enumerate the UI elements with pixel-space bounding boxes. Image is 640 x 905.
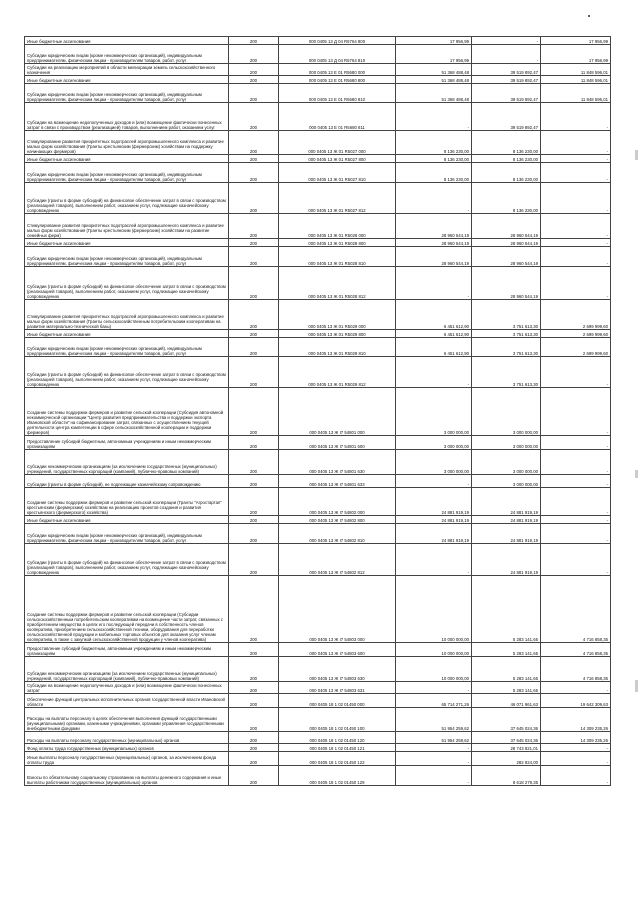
row-approved-amount-cell: - — [396, 766, 472, 786]
row-unexecuted-amount-cell: - — [541, 131, 611, 155]
row-executed-amount-cell: 39 519 892,47 — [472, 76, 541, 84]
row-approved-amount-cell: 51 954 259,62 — [396, 732, 472, 744]
table-row — [25, 155, 611, 163]
scan-edge-mark — [635, 150, 638, 160]
row-executed-amount-cell: 8 136 230,00 — [472, 155, 541, 163]
row-name-cell: Иные выплаты персоналу государственных (муниципальных) органов, за исключением фонда оплаты труда — [25, 752, 229, 766]
row-executed-amount-cell: 24 881 919,19 — [472, 524, 541, 544]
row-classification-code-cell: 000 0405 13 Ж I7 54801 630 — [279, 450, 396, 475]
row-unexecuted-amount-cell: 17 956,99 — [541, 37, 611, 45]
row-executed-amount-cell: 3 751 613,30 — [472, 357, 541, 388]
row-code-cell: 200 — [229, 388, 279, 436]
table-row — [25, 576, 611, 643]
row-executed-amount-cell: 8 136 230,00 — [472, 183, 541, 214]
row-unexecuted-amount-cell: - — [541, 436, 611, 450]
row-code-cell: 200 — [229, 37, 279, 45]
row-code-cell: 200 — [229, 744, 279, 752]
row-approved-amount-cell: 3 000 000,00 — [396, 450, 472, 475]
row-code-cell: 200 — [229, 436, 279, 450]
row-code-cell: 200 — [229, 544, 279, 576]
row-code-cell: 200 — [229, 766, 279, 786]
row-name-cell: Предоставление субсидий бюджетным, автономным учреждениям и иным некоммерческим организациям — [25, 643, 229, 657]
row-executed-amount-cell: 37 645 024,36 — [472, 708, 541, 732]
row-executed-amount-cell: 3 751 613,30 — [472, 300, 541, 330]
row-classification-code-cell: 000 0405 18 1 02 01450 122 — [279, 752, 396, 766]
table-row — [25, 330, 611, 338]
row-executed-amount-cell: 3 000 000,00 — [472, 388, 541, 436]
row-executed-amount-cell: 37 645 024,36 — [472, 732, 541, 744]
row-name-cell: Субсидии на возмещение недополученных доходов и (или) возмещение фактически понесенных затрат — [25, 682, 229, 694]
row-executed-amount-cell: 28 960 544,19 — [472, 267, 541, 300]
row-classification-code-cell: 000 0405 13 Ж 01 R5028 812 — [279, 267, 396, 300]
row-unexecuted-amount-cell: - — [541, 214, 611, 239]
row-approved-amount-cell: 8 136 230,00 — [396, 155, 472, 163]
table-row — [25, 76, 611, 84]
row-code-cell: 200 — [229, 155, 279, 163]
table-row — [25, 752, 611, 766]
row-name-cell: Предоставление субсидий бюджетным, автономным учреждениям и иным некоммерческим организациям — [25, 436, 229, 450]
row-approved-amount-cell: 51 954 259,62 — [396, 708, 472, 732]
row-name-cell: Субсидии юридическим лицам (кроме некоммерческих организаций), индивидуальным предпринимателям, физическим лицам - производителям товаров, работ, услуг — [25, 84, 229, 103]
row-code-cell: 200 — [229, 300, 279, 330]
row-approved-amount-cell: - — [396, 475, 472, 488]
row-name-cell: Субсидии (гранты в форме субсидий) на финансовое обеспечение затрат в связи с производством (реализацией товаров), выполнением работ, оказанием услуг, подлежащие казначейскому сопровождению — [25, 544, 229, 576]
table-row — [25, 732, 611, 744]
row-unexecuted-amount-cell: - — [541, 267, 611, 300]
row-classification-code-cell: 000 0405 13 Ж I7 54802 810 — [279, 524, 396, 544]
row-approved-amount-cell: 6 451 612,90 — [396, 300, 472, 330]
row-name-cell: Субсидии юридическим лицам (кроме некоммерческих организаций), индивидуальным предпринимателям, физическим лицам - производителям товаров, работ, услуг — [25, 247, 229, 267]
row-unexecuted-amount-cell: - — [541, 524, 611, 544]
scan-edge-mark — [635, 470, 638, 478]
row-approved-amount-cell: - — [396, 544, 472, 576]
row-name-cell: Расходы на выплаты персоналу в целях обеспечения выполнения функций государственными (муниципальными) органами, казенными учреждениями, органами управления государственными внебюджетными фондами — [25, 708, 229, 732]
table-body — [25, 37, 611, 786]
row-approved-amount-cell: 6 451 612,90 — [396, 338, 472, 357]
table-row — [25, 544, 611, 576]
row-name-cell: Взносы по обязательному социальному страхованию на выплаты денежного содержания и иные выплаты работникам государственных (муниципальных) органов — [25, 766, 229, 786]
row-classification-code-cell: 000 0405 13 Ж 01 R5029 810 — [279, 338, 396, 357]
row-approved-amount-cell: 28 960 544,19 — [396, 247, 472, 267]
row-approved-amount-cell: - — [396, 267, 472, 300]
scan-edge-mark — [635, 680, 638, 692]
row-approved-amount-cell: 65 714 271,26 — [396, 694, 472, 708]
row-name-cell: Иные бюджетные ассигнования — [25, 76, 229, 84]
table-row — [25, 643, 611, 657]
row-code-cell: 200 — [229, 643, 279, 657]
row-code-cell: 200 — [229, 214, 279, 239]
row-name-cell: Расходы на выплаты персоналу государственных (муниципальных) органов — [25, 732, 229, 744]
row-unexecuted-amount-cell: 17 956,99 — [541, 45, 611, 64]
row-name-cell: Субсидии (гранты в форме субсидий) на финансовое обеспечение затрат в связи с производством (реализацией товаров), выполнением работ, оказанием услуг, подлежащие казначейскому сопровождению — [25, 357, 229, 388]
row-approved-amount-cell: - — [396, 183, 472, 214]
row-unexecuted-amount-cell: - — [541, 103, 611, 131]
row-executed-amount-cell: 28 743 821,01 — [472, 744, 541, 752]
row-unexecuted-amount-cell: - — [541, 450, 611, 475]
row-unexecuted-amount-cell: 2 699 999,60 — [541, 300, 611, 330]
table-row — [25, 357, 611, 388]
row-approved-amount-cell: 8 136 230,00 — [396, 131, 472, 155]
row-unexecuted-amount-cell: 11 848 596,01 — [541, 84, 611, 103]
row-approved-amount-cell: 28 960 544,19 — [396, 214, 472, 239]
row-executed-amount-cell: 24 881 919,19 — [472, 544, 541, 576]
row-approved-amount-cell: 6 451 612,90 — [396, 330, 472, 338]
row-code-cell: 200 — [229, 64, 279, 76]
row-unexecuted-amount-cell: - — [541, 247, 611, 267]
row-unexecuted-amount-cell: 2 699 999,60 — [541, 330, 611, 338]
row-unexecuted-amount-cell: 11 848 596,01 — [541, 64, 611, 76]
row-executed-amount-cell: 3 000 000,00 — [472, 436, 541, 450]
row-code-cell: 200 — [229, 183, 279, 214]
row-classification-code-cell: 000 0405 18 1 02 01450 121 — [279, 744, 396, 752]
table-row — [25, 45, 611, 64]
row-executed-amount-cell: 3 000 000,00 — [472, 475, 541, 488]
row-unexecuted-amount-cell: 4 716 858,35 — [541, 657, 611, 682]
table-row — [25, 37, 611, 45]
row-approved-amount-cell: 10 000 000,00 — [396, 657, 472, 682]
row-approved-amount-cell: 8 136 230,00 — [396, 163, 472, 183]
table-row — [25, 267, 611, 300]
row-unexecuted-amount-cell: - — [541, 357, 611, 388]
table-row — [25, 694, 611, 708]
row-code-cell: 200 — [229, 576, 279, 643]
row-executed-amount-cell: 28 960 544,19 — [472, 214, 541, 239]
row-classification-code-cell: 000 0405 18 1 02 01450 129 — [279, 766, 396, 786]
row-approved-amount-cell: 51 368 488,48 — [396, 76, 472, 84]
row-unexecuted-amount-cell: - — [541, 682, 611, 694]
table-row — [25, 766, 611, 786]
row-classification-code-cell: 000 0405 13 Д 04 R5764 800 — [279, 37, 396, 45]
row-classification-code-cell: 000 0405 13 Д 04 R5764 810 — [279, 45, 396, 64]
row-classification-code-cell: 000 0405 13 Ж I7 54803 000 — [279, 576, 396, 643]
row-classification-code-cell: 000 0405 18 1 02 01450 120 — [279, 732, 396, 744]
table-row — [25, 657, 611, 682]
row-approved-amount-cell: 24 881 919,19 — [396, 524, 472, 544]
row-code-cell: 200 — [229, 732, 279, 744]
row-unexecuted-amount-cell: - — [541, 183, 611, 214]
row-name-cell: Субсидии (гранты в форме субсидий) на финансовое обеспечение затрат в связи с производством (реализацией товаров), выполнением работ, оказанием услуг, подлежащие казначейскому сопровождению — [25, 183, 229, 214]
row-name-cell: Иные бюджетные ассигнования — [25, 37, 229, 45]
row-unexecuted-amount-cell: - — [541, 766, 611, 786]
row-executed-amount-cell: 3 751 613,30 — [472, 338, 541, 357]
row-name-cell: Иные бюджетные ассигнования — [25, 516, 229, 524]
row-executed-amount-cell: 5 283 141,65 — [472, 657, 541, 682]
row-code-cell: 200 — [229, 239, 279, 247]
row-executed-amount-cell: 46 071 961,63 — [472, 694, 541, 708]
row-executed-amount-cell: 3 751 613,30 — [472, 330, 541, 338]
row-approved-amount-cell: 3 000 000,00 — [396, 388, 472, 436]
row-code-cell: 200 — [229, 657, 279, 682]
row-unexecuted-amount-cell: - — [541, 488, 611, 516]
table-row — [25, 103, 611, 131]
row-code-cell: 200 — [229, 516, 279, 524]
table-row — [25, 300, 611, 330]
row-classification-code-cell: 000 0405 13 Ж 01 R5029 000 — [279, 300, 396, 330]
row-code-cell: 200 — [229, 76, 279, 84]
row-approved-amount-cell: 10 000 000,00 — [396, 576, 472, 643]
table-row — [25, 450, 611, 475]
row-classification-code-cell: 000 0405 13 Ж I7 54802 800 — [279, 516, 396, 524]
row-name-cell: Создание системы поддержки фермеров и развитие сельской кооперации (Субсидия автономной некоммерческой организации "Центр развития предпринимательства и поддержки экспорта Ивановской области" на софинансирование затрат, связанных с осуществлением текущей деятельности центра компетенции в сфере сельскохозяйственной кооперации и поддержки фермеров) — [25, 388, 229, 436]
row-classification-code-cell: 000 0405 13 Ж I7 54801 000 — [279, 388, 396, 436]
row-classification-code-cell: 000 0405 13 Ж I7 54803 631 — [279, 682, 396, 694]
row-classification-code-cell: 000 0405 13 Е 01 R5680 000 — [279, 64, 396, 76]
row-name-cell: Обеспечение функций центральных исполнительных органов государственной власти Ивановской области — [25, 694, 229, 708]
row-name-cell: Стимулирование развития приоритетных подотраслей агропромышленного комплекса и развитие малых форм хозяйствования (Гранты крестьянским (фермерским) хозяйствам на развитие семейных ферм) — [25, 214, 229, 239]
row-name-cell: Субсидии на возмещение недополученных доходов и (или) возмещение фактически понесенных затрат в связи с производством (реализацией) товаров, выполнением работ, оказанием услуг — [25, 103, 229, 131]
row-approved-amount-cell: 24 881 919,19 — [396, 488, 472, 516]
row-code-cell: 200 — [229, 84, 279, 103]
row-code-cell: 200 — [229, 131, 279, 155]
row-code-cell: 200 — [229, 45, 279, 64]
row-classification-code-cell: 000 0405 13 Е 01 R5680 800 — [279, 76, 396, 84]
row-unexecuted-amount-cell: 11 848 596,01 — [541, 76, 611, 84]
table-row — [25, 524, 611, 544]
row-executed-amount-cell: 39 519 892,47 — [472, 103, 541, 131]
row-unexecuted-amount-cell: 2 699 999,60 — [541, 338, 611, 357]
row-executed-amount-cell: 8 136 230,00 — [472, 163, 541, 183]
row-executed-amount-cell: 5 283 141,65 — [472, 576, 541, 643]
row-code-cell: 200 — [229, 247, 279, 267]
row-executed-amount-cell: 24 881 919,19 — [472, 516, 541, 524]
row-code-cell: 200 — [229, 338, 279, 357]
scan-mark — [588, 15, 590, 17]
row-executed-amount-cell: - — [472, 37, 541, 45]
table-row — [25, 163, 611, 183]
row-executed-amount-cell: 39 519 892,47 — [472, 64, 541, 76]
row-name-cell: Субсидии юридическим лицам (кроме некоммерческих организаций), индивидуальным предпринимателям, физическим лицам - производителям товаров, работ, услуг — [25, 338, 229, 357]
row-name-cell: Субсидии юридическим лицам (кроме некоммерческих организаций), индивидуальным предпринимателям, физическим лицам - производителям товаров, работ, услуг — [25, 163, 229, 183]
row-name-cell: Создание системы поддержки фермеров и развитие сельской кооперации (Субсидии сельскохозяйственным потребительским кооперативам на возмещение части затрат, связанных с приобретением имущества в целях его последующей передачи в собственность членов кооператива, приобретением сельскохозяйственной техники, оборудования для переработки сельскохозяйственной продукции и мобильных торговых объектов для оказания услуг членам кооператива, в также с закупкой сельскохозяйственной продукции у членов кооператива) — [25, 576, 229, 643]
row-classification-code-cell: 000 0405 13 Ж I7 54801 633 — [279, 475, 396, 488]
table-row — [25, 214, 611, 239]
row-classification-code-cell: 000 0405 13 Ж 01 R5029 800 — [279, 330, 396, 338]
row-approved-amount-cell: - — [396, 744, 472, 752]
row-classification-code-cell: 000 0405 13 Ж I7 54801 600 — [279, 436, 396, 450]
row-approved-amount-cell: - — [396, 682, 472, 694]
row-classification-code-cell: 000 0405 13 Ж I7 54803 630 — [279, 657, 396, 682]
row-name-cell: Субсидии на реализацию мероприятий в области мелиорации земель сельскохозяйственного назначения — [25, 64, 229, 76]
row-executed-amount-cell: 24 881 919,19 — [472, 488, 541, 516]
row-code-cell: 200 — [229, 524, 279, 544]
table-row — [25, 475, 611, 488]
table-row — [25, 247, 611, 267]
row-code-cell: 200 — [229, 357, 279, 388]
row-name-cell: Фонд оплаты труда государственных (муниципальных) органов — [25, 744, 229, 752]
row-unexecuted-amount-cell: 4 716 858,35 — [541, 576, 611, 643]
row-executed-amount-cell: 8 136 230,00 — [472, 131, 541, 155]
table-row — [25, 183, 611, 214]
table-row — [25, 516, 611, 524]
row-approved-amount-cell: - — [396, 357, 472, 388]
row-executed-amount-cell: 39 519 892,47 — [472, 84, 541, 103]
table-row — [25, 708, 611, 732]
row-code-cell: 200 — [229, 163, 279, 183]
row-unexecuted-amount-cell: - — [541, 752, 611, 766]
row-unexecuted-amount-cell: - — [541, 544, 611, 576]
row-name-cell: Стимулирование развития приоритетных подотраслей агропромышленного комплекса и развитие малых форм хозяйствования (Гранты крестьянским (фермерским) хозяйствам на поддержку начинающих фермеров) — [25, 131, 229, 155]
row-classification-code-cell: 000 0405 18 1 02 01450 000 — [279, 694, 396, 708]
row-name-cell: Субсидии некоммерческим организациям (за исключением государственных (муниципальных) учреждений, государственных корпораций (компаний), публично-правовых компаний) — [25, 450, 229, 475]
table-row — [25, 436, 611, 450]
table-row — [25, 388, 611, 436]
row-approved-amount-cell: - — [396, 103, 472, 131]
table-row — [25, 488, 611, 516]
row-code-cell: 200 — [229, 682, 279, 694]
row-unexecuted-amount-cell: - — [541, 155, 611, 163]
table-row — [25, 64, 611, 76]
row-approved-amount-cell: 17 956,99 — [396, 37, 472, 45]
table-row — [25, 131, 611, 155]
table-row — [25, 682, 611, 694]
row-name-cell: Субсидии (гранты в форме субсидий), не подлежащие казначейскому сопровождению — [25, 475, 229, 488]
row-classification-code-cell: 000 0405 13 Ж 01 R5027 000 — [279, 131, 396, 155]
row-unexecuted-amount-cell: 4 716 858,35 — [541, 643, 611, 657]
row-classification-code-cell: 000 0405 13 Ж 01 R5029 812 — [279, 357, 396, 388]
row-unexecuted-amount-cell: - — [541, 388, 611, 436]
row-code-cell: 200 — [229, 450, 279, 475]
table-row — [25, 744, 611, 752]
table-row — [25, 338, 611, 357]
row-unexecuted-amount-cell: - — [541, 516, 611, 524]
row-classification-code-cell: 000 0405 13 Е 01 R5680 810 — [279, 84, 396, 103]
row-executed-amount-cell: - — [472, 45, 541, 64]
row-name-cell: Иные бюджетные ассигнования — [25, 239, 229, 247]
row-code-cell: 200 — [229, 708, 279, 732]
row-approved-amount-cell: - — [396, 752, 472, 766]
row-classification-code-cell: 000 0405 13 Ж 01 R5027 812 — [279, 183, 396, 214]
row-approved-amount-cell: 24 881 919,19 — [396, 516, 472, 524]
row-name-cell: Создание системы поддержки фермеров и развитие сельской кооперации (Гранты "Агростартап" крестьянским (фермерским) хозяйствам на реализацию проектов создания и развития крестьянского (фермерского) хозяйства) — [25, 488, 229, 516]
row-unexecuted-amount-cell: 14 309 235,26 — [541, 732, 611, 744]
row-executed-amount-cell: 5 283 141,65 — [472, 643, 541, 657]
row-approved-amount-cell: 10 000 000,00 — [396, 643, 472, 657]
row-unexecuted-amount-cell: - — [541, 239, 611, 247]
row-executed-amount-cell: 28 960 544,19 — [472, 247, 541, 267]
row-code-cell: 200 — [229, 330, 279, 338]
row-unexecuted-amount-cell: 14 309 235,26 — [541, 708, 611, 732]
row-code-cell: 200 — [229, 752, 279, 766]
row-unexecuted-amount-cell: 19 642 309,63 — [541, 694, 611, 708]
row-code-cell: 200 — [229, 475, 279, 488]
row-classification-code-cell: 000 0405 13 Ж 01 R5028 000 — [279, 214, 396, 239]
row-classification-code-cell: 000 0405 13 Ж 01 R5028 800 — [279, 239, 396, 247]
row-classification-code-cell: 000 0405 13 Е 01 R5680 811 — [279, 103, 396, 131]
row-executed-amount-cell: 28 960 544,19 — [472, 239, 541, 247]
row-name-cell: Стимулирование развития приоритетных подотраслей агропромышленного комплекса и развитие малых форм хозяйствования (Гранты сельскохозяйственным потребительским кооперативам на развитие материально-технической базы) — [25, 300, 229, 330]
row-name-cell: Субсидии (гранты в форме субсидий) на финансовое обеспечение затрат в связи с производством (реализацией товаров), выполнением работ, оказанием услуг, подлежащие казначейскому сопровождению — [25, 267, 229, 300]
row-classification-code-cell: 000 0405 13 Ж 01 R5028 810 — [279, 247, 396, 267]
budget-execution-table — [24, 36, 611, 786]
row-classification-code-cell: 000 0405 13 Ж I7 54802 812 — [279, 544, 396, 576]
row-code-cell: 200 — [229, 694, 279, 708]
row-approved-amount-cell: 3 000 000,00 — [396, 436, 472, 450]
row-unexecuted-amount-cell: - — [541, 475, 611, 488]
row-executed-amount-cell: 3 000 000,00 — [472, 450, 541, 475]
row-name-cell: Иные бюджетные ассигнования — [25, 330, 229, 338]
row-approved-amount-cell: 51 368 488,48 — [396, 84, 472, 103]
row-classification-code-cell: 000 0405 13 Ж I7 54802 000 — [279, 488, 396, 516]
row-classification-code-cell: 000 0405 18 1 02 01450 100 — [279, 708, 396, 732]
row-name-cell: Иные бюджетные ассигнования — [25, 155, 229, 163]
row-unexecuted-amount-cell: - — [541, 744, 611, 752]
row-approved-amount-cell: 17 956,99 — [396, 45, 472, 64]
row-classification-code-cell: 000 0405 13 Ж 01 R5027 800 — [279, 155, 396, 163]
row-executed-amount-cell: 5 283 141,65 — [472, 682, 541, 694]
row-executed-amount-cell: 282 924,00 — [472, 752, 541, 766]
row-name-cell: Субсидии некоммерческим организациям (за исключением государственных (муниципальных) учреждений, государственных корпораций (компаний), публично-правовых компаний) — [25, 657, 229, 682]
row-code-cell: 200 — [229, 103, 279, 131]
table-row — [25, 84, 611, 103]
row-name-cell: Субсидии юридическим лицам (кроме некоммерческих организаций), индивидуальным предпринимателям, физическим лицам - производителям товаров, работ, услуг — [25, 524, 229, 544]
row-classification-code-cell: 000 0405 13 Ж I7 54803 600 — [279, 643, 396, 657]
row-code-cell: 200 — [229, 267, 279, 300]
row-code-cell: 200 — [229, 488, 279, 516]
row-name-cell: Субсидии юридическим лицам (кроме некоммерческих организаций), индивидуальным предпринимателям, физическим лицам - производителям товаров, работ, услуг — [25, 45, 229, 64]
table-row — [25, 239, 611, 247]
row-classification-code-cell: 000 0405 13 Ж 01 R5027 810 — [279, 163, 396, 183]
row-executed-amount-cell: 8 618 279,35 — [472, 766, 541, 786]
row-approved-amount-cell: 51 368 488,48 — [396, 64, 472, 76]
row-approved-amount-cell: 28 960 544,19 — [396, 239, 472, 247]
row-unexecuted-amount-cell: - — [541, 163, 611, 183]
